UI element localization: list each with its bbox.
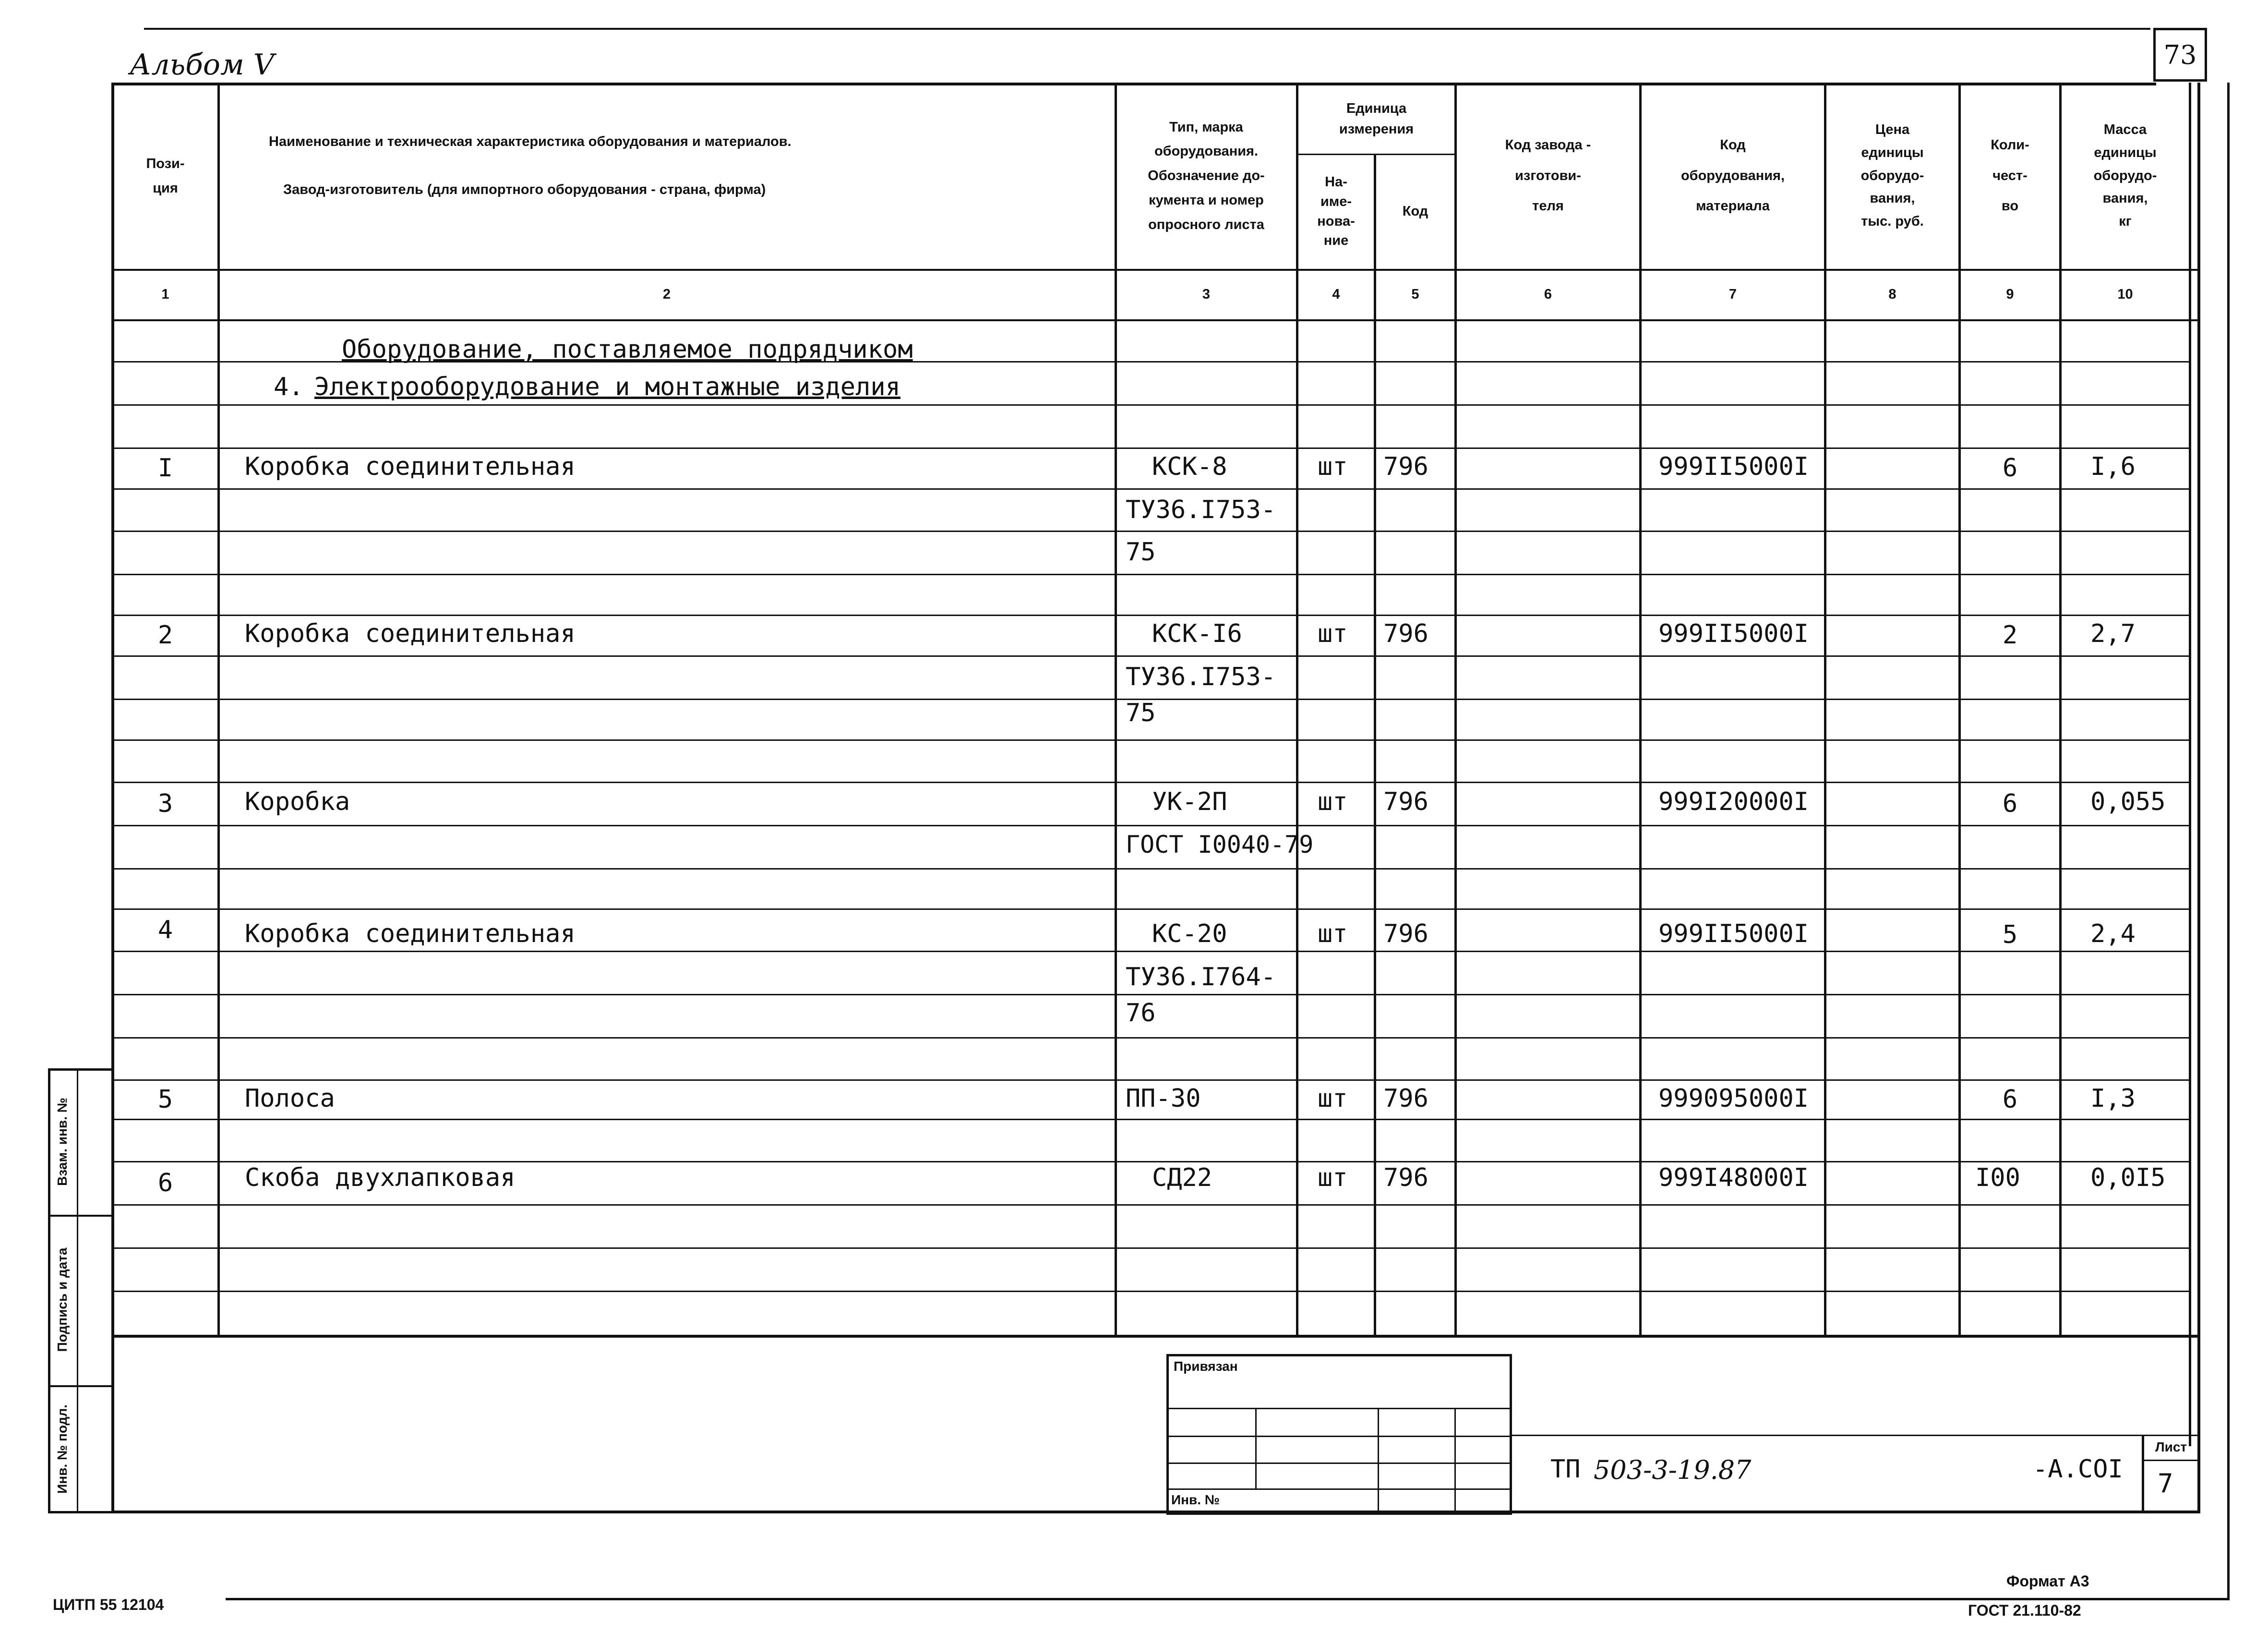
item-3-quantity: 6 (2002, 789, 2018, 818)
header-equipment-code: Код оборудования, материала (1680, 137, 1785, 214)
item-2-doc1: ТУ36.I753- (1126, 663, 1276, 691)
item-4-name: Коробка соединительная (245, 919, 576, 948)
section-subtitle: Электрооборудование и монтажные изделия (314, 373, 900, 401)
doc-suffix: -А.СОI (2033, 1455, 2123, 1484)
sheet-number: 7 (2158, 1468, 2173, 1499)
side-strip-line (48, 1215, 111, 1217)
item-5-equipment-code: 999095000I (1658, 1084, 1809, 1113)
item-1-doc2: 75 (1126, 538, 1156, 567)
stamp-vline (1255, 1408, 1257, 1488)
item-6-equipment-code: 999I48000I (1658, 1163, 1809, 1192)
item-4-equipment-code: 999II5000I (1658, 919, 1809, 948)
side-strip-line (48, 1385, 111, 1387)
item-3-mass: 0,055 (2090, 787, 2166, 816)
section-subtitle-number: 4. (274, 373, 304, 401)
item-1-type: КСК-8 (1152, 452, 1227, 481)
item-6-unit-code: 796 (1383, 1163, 1428, 1192)
item-1-name: Коробка соединительная (245, 452, 576, 481)
stamp-vline (1454, 1408, 1456, 1515)
side-label-inv-podl: Инв. № подл. (55, 1404, 70, 1494)
item-5-position: 5 (157, 1085, 173, 1114)
item-4-quantity: 5 (2002, 920, 2018, 949)
row-line (111, 488, 2189, 490)
row-line (111, 655, 2189, 657)
item-1-position: I (157, 454, 173, 483)
row-line (111, 1247, 2189, 1249)
outer-right-border (2227, 83, 2230, 1599)
item-6-unit: шт (1318, 1163, 1348, 1192)
item-1-equipment-code: 999II5000I (1658, 452, 1809, 481)
row-line (111, 615, 2189, 616)
item-5-unit: шт (1318, 1084, 1348, 1113)
colnum-8: 8 (1888, 286, 1896, 302)
item-6-quantity: I00 (1975, 1163, 2020, 1192)
row-line (111, 1291, 2189, 1292)
outer-bottom-border (226, 1598, 2230, 1600)
page-number: 73 (2163, 39, 2197, 70)
item-1-unit: шт (1318, 452, 1348, 481)
row-line (111, 951, 2189, 952)
header-unit-group: Единица измерения (1339, 101, 1414, 137)
row-line (111, 1037, 2189, 1039)
item-4-mass: 2,4 (2090, 919, 2136, 948)
footer-gost: ГОСТ 21.110-82 (1968, 1602, 2081, 1619)
item-3-unit: шт (1318, 787, 1348, 816)
stamp-line (1166, 1463, 1512, 1464)
section-title: Оборудование, поставляемое подрядчиком (342, 335, 913, 364)
row-line (111, 994, 2189, 995)
row-line (111, 782, 2189, 783)
sheet-label: Лист (2155, 1439, 2187, 1454)
item-2-unit-code: 796 (1383, 619, 1428, 648)
colnum-5: 5 (1411, 286, 1419, 302)
item-2-unit: шт (1318, 619, 1348, 648)
row-line (111, 574, 2189, 575)
col-line-10 (2189, 83, 2191, 1446)
colnum-6: 6 (1544, 286, 1552, 302)
item-2-position: 2 (157, 621, 173, 650)
header-quantity: Коли- чест- во (1991, 137, 2029, 214)
side-strip-divider (77, 1068, 78, 1513)
footer-format: Формат А3 (2006, 1572, 2089, 1590)
row-line (111, 1079, 2189, 1081)
item-4-unit-code: 796 (1383, 919, 1428, 948)
item-5-name: Полоса (245, 1084, 335, 1113)
stamp-line (1166, 1488, 1512, 1490)
row-line (111, 404, 2189, 406)
item-1-quantity: 6 (2002, 454, 2018, 483)
side-label-vzam: Взам. инв. № (55, 1098, 70, 1186)
item-3-position: 3 (157, 789, 173, 818)
item-5-mass: I,3 (2090, 1084, 2136, 1113)
item-4-doc1: ТУ36.I764- (1126, 963, 1276, 991)
attached-label: Привязан (1174, 1359, 1238, 1374)
sheet-box-line (2142, 1460, 2200, 1461)
item-5-unit-code: 796 (1383, 1084, 1428, 1113)
item-4-unit: шт (1318, 919, 1348, 948)
stamp-vline (1378, 1408, 1379, 1515)
inv-number-label: Инв. № (1171, 1492, 1220, 1507)
item-6-name: Скоба двухлапковая (245, 1163, 516, 1192)
item-4-doc2: 76 (1126, 999, 1156, 1028)
item-3-equipment-code: 999I20000I (1658, 787, 1809, 816)
item-1-doc1: ТУ36.I753- (1126, 496, 1276, 524)
item-4-position: 4 (157, 915, 173, 944)
colnum-4: 4 (1332, 286, 1340, 302)
top-border-line (144, 28, 2150, 30)
header-unit-code: Код (1402, 204, 1428, 219)
row-line (111, 908, 2189, 910)
colnum-3: 3 (1202, 286, 1211, 302)
header-unit-name: На- име- нова- ние (1317, 174, 1355, 249)
row-line (111, 531, 2189, 532)
header-name-line1: Наименование и техническая характеристика оборудования и материалов. (269, 134, 792, 149)
item-1-mass: I,6 (2090, 452, 2136, 481)
item-4-type: КС-20 (1152, 919, 1227, 948)
item-5-type: ПП-30 (1126, 1084, 1201, 1113)
col-line-4 (1374, 154, 1376, 1336)
item-1-unit-code: 796 (1383, 452, 1428, 481)
header-position: Пози- ция (146, 156, 185, 196)
item-5-quantity: 6 (2002, 1085, 2018, 1114)
item-2-quantity: 2 (2002, 621, 2018, 650)
table-body-bottom-line (111, 1335, 2200, 1338)
row-line (111, 1204, 2189, 1206)
item-2-name: Коробка соединительная (245, 619, 576, 648)
doc-code-prefix: ТП (1550, 1455, 1581, 1484)
item-3-name: Коробка (245, 787, 350, 816)
colnum-7: 7 (1728, 286, 1737, 302)
item-2-equipment-code: 999II5000I (1658, 619, 1809, 648)
doc-code: 503-3-19.87 (1594, 1455, 1752, 1485)
header-type: Тип, марка оборудования. Обозначение до- кумента и номер опросного листа (1148, 119, 1265, 232)
item-3-doc1: ГОСТ I0040-79 (1126, 831, 1314, 858)
attached-stamp-box (1166, 1354, 1512, 1515)
colnum-1: 1 (161, 286, 169, 302)
row-line (111, 868, 2189, 870)
sheet-box-left (2142, 1435, 2144, 1513)
header-price: Цена единицы оборудо- вания, тыс. руб. (1860, 121, 1924, 230)
item-2-doc2: 75 (1126, 699, 1156, 727)
header-factory-code: Код завода - изготови- теля (1505, 137, 1591, 214)
colnum-bottom-line (111, 319, 2200, 321)
item-6-position: 6 (157, 1168, 173, 1197)
colnum-2: 2 (662, 286, 671, 302)
side-label-podpis: Подпись и дата (55, 1247, 70, 1352)
item-2-mass: 2,7 (2090, 619, 2136, 648)
item-3-unit-code: 796 (1383, 787, 1428, 816)
stamp-line (1166, 1436, 1512, 1437)
album-label: Альбом Ⅴ (130, 48, 275, 82)
header-name-line2: Завод-изготовитель (для импортного оборудования - страна, фирма) (283, 182, 766, 197)
item-6-type: СД22 (1152, 1163, 1212, 1192)
row-line (111, 825, 2189, 826)
page-number-box (2153, 28, 2207, 82)
item-2-type: КСК-I6 (1152, 619, 1242, 648)
colnum-9: 9 (2006, 286, 2014, 302)
row-line (111, 739, 2189, 741)
header-mass: Масса единицы оборудо- вания, кг (2093, 121, 2157, 230)
colnum-10: 10 (2117, 286, 2133, 302)
item-6-mass: 0,0I5 (2090, 1163, 2166, 1192)
footer-left-code: ЦИТП 55 12104 (53, 1596, 164, 1613)
row-line (111, 447, 2189, 449)
stamp-line (1166, 1408, 1512, 1409)
item-3-type: УК-2П (1152, 787, 1227, 816)
row-line (111, 1119, 2189, 1120)
row-line (111, 1161, 2189, 1162)
title-block-top (1512, 1435, 2200, 1436)
